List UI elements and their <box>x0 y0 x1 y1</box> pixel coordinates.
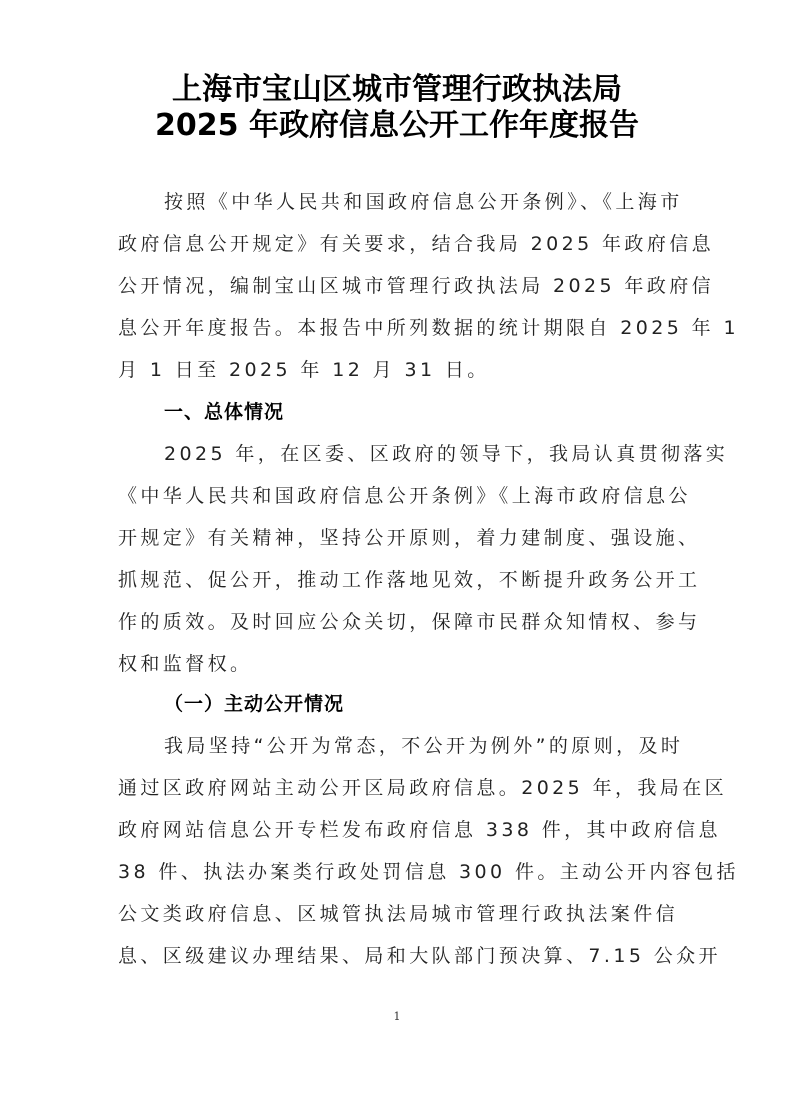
paragraph-line: 2025 年，在区委、区政府的领导下，我局认真贯彻落实 <box>164 443 729 465</box>
section-heading: 一、总体情况 <box>164 401 285 423</box>
paragraph-line: 我局坚持“公开为常态，不公开为例外”的原则，及时 <box>164 735 684 757</box>
paragraph-line: 权和监督权。 <box>118 653 253 675</box>
paragraph-line: 开规定》有关精神，坚持公开原则，着力建制度、强设施、 <box>118 527 701 549</box>
paragraph-line: 通过区政府网站主动公开区局政府信息。2025 年，我局在区 <box>118 777 727 799</box>
intro-line: 月 1 日至 2025 年 12 月 31 日。 <box>118 359 490 381</box>
paragraph-line: 政府网站信息公开专栏发布政府信息 338 件，其中政府信息 <box>118 819 721 841</box>
intro-line: 公开情况，编制宝山区城市管理行政执法局 2025 年政府信 <box>118 275 715 297</box>
page-number: 1 <box>393 1010 401 1023</box>
subsection-heading: （一）主动公开情况 <box>164 693 345 715</box>
intro-line: 息公开年度报告。本报告中所列数据的统计期限自 2025 年 1 <box>118 317 739 339</box>
paragraph-line: 公文类政府信息、区城管执法局城市管理行政执法案件信 <box>118 903 679 925</box>
intro-line: 按照《中华人民共和国政府信息公开条例》、《上海市 <box>164 191 683 213</box>
report-title-line1: 上海市宝山区城市管理行政执法局 <box>172 72 622 107</box>
paragraph-line: 38 件、执法办案类行政处罚信息 300 件。主动公开内容包括 <box>118 861 739 883</box>
paragraph-line: 抓规范、促公开，推动工作落地见效，不断提升政务公开工 <box>118 569 701 591</box>
report-title-line2: 2025 年政府信息公开工作年度报告 <box>155 108 639 143</box>
paragraph-line: 《中华人民共和国政府信息公开条例》《上海市政府信息公 <box>118 485 691 507</box>
paragraph-line: 息、区级建议办理结果、局和大队部门预决算、7.15 公众开 <box>118 945 721 967</box>
intro-line: 政府信息公开规定》有关要求，结合我局 2025 年政府信息 <box>118 233 715 255</box>
paragraph-line: 作的质效。及时回应公众关切，保障市民群众知情权、参与 <box>118 611 701 633</box>
